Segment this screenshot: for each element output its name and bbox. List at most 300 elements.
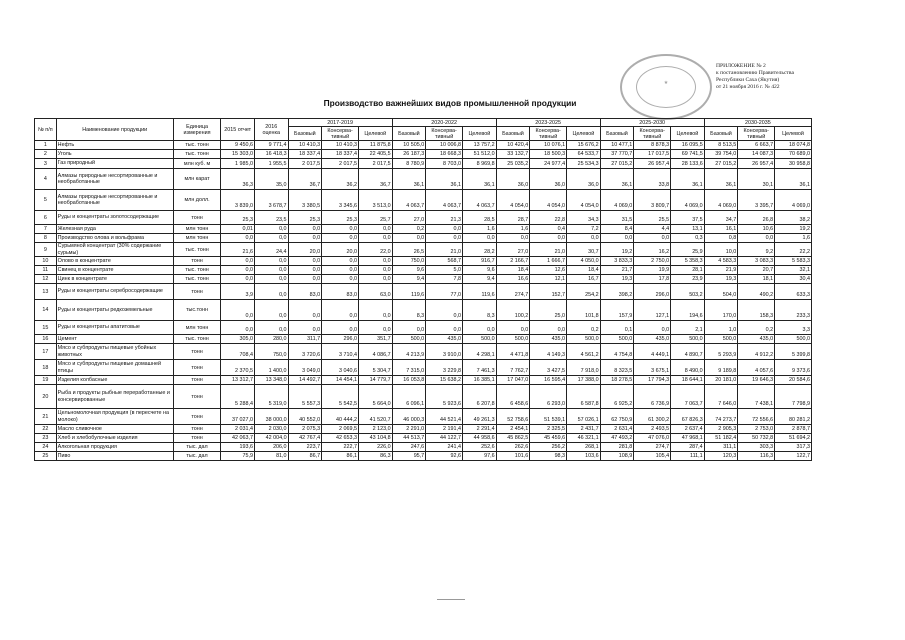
value-cell: 21,6 <box>221 243 255 257</box>
product-name: Алкогольная продукция <box>56 443 173 452</box>
value-cell: 6 096,1 <box>392 385 426 409</box>
value-cell: 3 720,6 <box>288 344 322 360</box>
header-name: Наименование продукции <box>56 119 173 141</box>
value-cell: 103,6 <box>567 452 601 461</box>
value-cell: 4 063,7 <box>463 190 497 211</box>
row-number: 14 <box>35 300 57 321</box>
product-name: Изделия колбасные <box>56 376 173 385</box>
value-cell: 0,0 <box>254 275 288 284</box>
table-row <box>35 425 812 434</box>
value-cell: 10 076,1 <box>530 141 567 150</box>
value-cell: 0,3 <box>671 234 705 243</box>
value-cell: 30 958,8 <box>775 159 812 169</box>
header-unit: Единица измерения <box>173 119 221 141</box>
header-variant: Базовый <box>496 127 530 141</box>
value-cell: 47 968,1 <box>671 434 705 443</box>
value-cell: 3 380,5 <box>288 190 322 211</box>
value-cell: 8 490,0 <box>671 360 705 376</box>
value-cell: 157,9 <box>600 300 634 321</box>
value-cell: 4 069,0 <box>775 190 812 211</box>
value-cell: 2 637,4 <box>671 425 705 434</box>
value-cell: 27,0 <box>392 211 426 225</box>
table-row <box>35 434 812 443</box>
value-cell: 3 910,0 <box>426 344 463 360</box>
value-cell: 3 229,8 <box>426 360 463 376</box>
value-cell: 127,1 <box>634 300 671 321</box>
value-cell: 6 587,8 <box>567 385 601 409</box>
value-cell: 4 069,0 <box>671 190 705 211</box>
value-cell: 13 348,0 <box>254 376 288 385</box>
value-cell: 3 710,4 <box>322 344 359 360</box>
product-name: Мясо и субпродукты пищевые убойных животных <box>56 344 173 360</box>
value-cell: 3 049,0 <box>288 360 322 376</box>
value-cell: 287,4 <box>671 443 705 452</box>
value-cell: 241,4 <box>426 443 463 452</box>
value-cell: 21,3 <box>426 211 463 225</box>
value-cell: 4 086,7 <box>359 344 393 360</box>
value-cell: 74 273,7 <box>704 409 738 425</box>
value-cell: 0,01 <box>221 225 255 234</box>
value-cell: 27 015,2 <box>704 159 738 169</box>
value-cell: 36,2 <box>322 169 359 190</box>
value-cell: 0,4 <box>530 225 567 234</box>
value-cell: 0,0 <box>322 257 359 266</box>
value-cell: 4 063,7 <box>426 190 463 211</box>
value-cell: 6 925,2 <box>600 385 634 409</box>
value-cell: 2 905,3 <box>704 425 738 434</box>
value-cell: 21,9 <box>704 266 738 275</box>
value-cell: 15 676,2 <box>567 141 601 150</box>
value-cell: 2 017,5 <box>359 159 393 169</box>
value-cell: 252,6 <box>463 443 497 452</box>
value-cell: 5,0 <box>426 266 463 275</box>
product-name: Цемент <box>56 335 173 344</box>
table-row <box>35 234 812 243</box>
value-cell: 25,3 <box>221 211 255 225</box>
value-cell: 274,7 <box>634 443 671 452</box>
unit-of-measure: тонн <box>173 284 221 300</box>
table-row <box>35 452 812 461</box>
value-cell: 47 493,2 <box>600 434 634 443</box>
header-variant: Базовый <box>600 127 634 141</box>
value-cell: 274,7 <box>496 284 530 300</box>
row-number: 16 <box>35 335 57 344</box>
appendix-block <box>716 63 866 91</box>
value-cell: 3 809,7 <box>634 190 671 211</box>
value-cell: 152,7 <box>530 284 567 300</box>
value-cell: 5 293,9 <box>704 344 738 360</box>
value-cell: 37,5 <box>671 211 705 225</box>
header-variant: Базовый <box>704 127 738 141</box>
header-period: 2017-2019 <box>288 119 392 127</box>
product-name: Руды и концентраты редкоземельные <box>56 300 173 321</box>
value-cell: 4 054,0 <box>567 190 601 211</box>
value-cell: 4 561,2 <box>567 344 601 360</box>
value-cell: 23,5 <box>254 211 288 225</box>
table-row <box>35 443 812 452</box>
value-cell: 9 189,8 <box>704 360 738 376</box>
value-cell: 303,3 <box>738 443 775 452</box>
unit-of-measure: тонн <box>173 385 221 409</box>
value-cell: 17 017,5 <box>634 150 671 159</box>
value-cell: 0,1 <box>600 321 634 335</box>
value-cell: 20,0 <box>288 243 322 257</box>
value-cell: 708,4 <box>221 344 255 360</box>
value-cell: 18 337,4 <box>288 150 322 159</box>
value-cell: 81,0 <box>254 452 288 461</box>
table-row <box>35 150 812 159</box>
value-cell: 11 875,8 <box>359 141 393 150</box>
value-cell: 80 281,2 <box>775 409 812 425</box>
value-cell: 44 521,4 <box>426 409 463 425</box>
value-cell: 2 370,5 <box>221 360 255 376</box>
value-cell: 10,0 <box>704 243 738 257</box>
row-number: 18 <box>35 360 57 376</box>
appendix-line: к постановлению Правительства <box>716 70 794 76</box>
value-cell: 16,7 <box>567 275 601 284</box>
value-cell: 0,2 <box>392 225 426 234</box>
value-cell: 8 703,0 <box>426 159 463 169</box>
value-cell: 69 741,5 <box>671 150 705 159</box>
value-cell: 0,0 <box>634 234 671 243</box>
value-cell: 36,0 <box>496 169 530 190</box>
value-cell: 14 454,1 <box>322 376 359 385</box>
value-cell: 170,0 <box>704 300 738 321</box>
product-name: Руды и концентраты серебросодержащие <box>56 284 173 300</box>
table-row <box>35 211 812 225</box>
value-cell: 4 057,6 <box>738 360 775 376</box>
table-header <box>35 119 812 141</box>
value-cell: 119,6 <box>463 284 497 300</box>
value-cell: 26 957,4 <box>738 159 775 169</box>
value-cell: 2 030,0 <box>254 425 288 434</box>
value-cell: 0,0 <box>426 225 463 234</box>
value-cell: 28 133,6 <box>671 159 705 169</box>
value-cell: 108,9 <box>600 452 634 461</box>
value-cell: 0,0 <box>288 275 322 284</box>
header-2016: 2016 оценка <box>254 119 288 141</box>
header-variant: Базовый <box>392 127 426 141</box>
row-number: 22 <box>35 425 57 434</box>
value-cell: 36,0 <box>530 169 567 190</box>
value-cell: 28,5 <box>463 211 497 225</box>
value-cell: 0,0 <box>254 284 288 300</box>
value-cell: 0,0 <box>254 225 288 234</box>
value-cell: 0,0 <box>359 300 393 321</box>
unit-of-measure: тонн <box>173 211 221 225</box>
value-cell: 305,0 <box>221 335 255 344</box>
value-cell: 16 385,1 <box>463 376 497 385</box>
value-cell: 57 026,1 <box>567 409 601 425</box>
value-cell: 0,0 <box>738 234 775 243</box>
value-cell: 0,0 <box>426 321 463 335</box>
value-cell: 24,4 <box>254 243 288 257</box>
unit-of-measure: тыс. тонн <box>173 141 221 150</box>
value-cell: 46 321,1 <box>567 434 601 443</box>
value-cell: 19,3 <box>600 275 634 284</box>
value-cell: 2 017,5 <box>322 159 359 169</box>
value-cell: 4 069,0 <box>704 190 738 211</box>
value-cell: 0,0 <box>496 234 530 243</box>
value-cell: 2 291,0 <box>392 425 426 434</box>
value-cell: 2 191,4 <box>426 425 463 434</box>
value-cell: 0,0 <box>221 321 255 335</box>
value-cell: 9,6 <box>392 266 426 275</box>
value-cell: 0,0 <box>254 234 288 243</box>
table-row <box>35 275 812 284</box>
value-cell: 158,3 <box>738 300 775 321</box>
value-cell: 20 181,0 <box>704 376 738 385</box>
product-name: Цельномолочная продукция (в пересчете на молоко) <box>56 409 173 425</box>
value-cell: 18,4 <box>496 266 530 275</box>
row-number: 5 <box>35 190 57 211</box>
table-row <box>35 360 812 376</box>
value-cell: 42 063,7 <box>221 434 255 443</box>
value-cell: 7 315,0 <box>392 360 426 376</box>
value-cell: 4 298,1 <box>463 344 497 360</box>
value-cell: 105,4 <box>634 452 671 461</box>
value-cell: 3 833,3 <box>600 257 634 266</box>
row-number: 3 <box>35 159 57 169</box>
value-cell: 435,0 <box>634 335 671 344</box>
value-cell: 0,0 <box>359 225 393 234</box>
value-cell: 4,4 <box>634 225 671 234</box>
header-variant: Консерва-тивный <box>738 127 775 141</box>
value-cell: 9,6 <box>463 266 497 275</box>
value-cell: 4 063,7 <box>392 190 426 211</box>
product-name: Сурьмяной концентрат (30% содержание сурьмы) <box>56 243 173 257</box>
page-title: Производство важнейших видов промышленной продукции <box>323 98 577 108</box>
value-cell: 0,0 <box>221 266 255 275</box>
value-cell: 30,7 <box>567 243 601 257</box>
product-name: Нефть <box>56 141 173 150</box>
product-name: Олово в концентрате <box>56 257 173 266</box>
value-cell: 5 923,6 <box>426 385 463 409</box>
value-cell: 2 166,7 <box>496 257 530 266</box>
official-seal <box>620 54 712 120</box>
unit-of-measure: тонн <box>173 360 221 376</box>
value-cell: 500,0 <box>496 335 530 344</box>
header-variant: Базовый <box>288 127 322 141</box>
value-cell: 38,2 <box>775 211 812 225</box>
value-cell: 5 557,3 <box>288 385 322 409</box>
value-cell: 7,8 <box>426 275 463 284</box>
row-number: 19 <box>35 376 57 385</box>
value-cell: 262,6 <box>496 443 530 452</box>
value-cell: 500,0 <box>671 335 705 344</box>
value-cell: 21,0 <box>530 243 567 257</box>
value-cell: 12,6 <box>530 266 567 275</box>
value-cell: 21,7 <box>600 266 634 275</box>
value-cell: 0,2 <box>738 321 775 335</box>
value-cell: 1,6 <box>775 234 812 243</box>
value-cell: 4 054,0 <box>530 190 567 211</box>
row-number: 8 <box>35 234 57 243</box>
value-cell: 24 977,4 <box>530 159 567 169</box>
value-cell: 3,3 <box>775 321 812 335</box>
value-cell: 1,6 <box>463 225 497 234</box>
value-cell: 7 762,7 <box>496 360 530 376</box>
value-cell: 4 912,2 <box>738 344 775 360</box>
product-name: Рыба и продукты рыбные переработанные и консервированные <box>56 385 173 409</box>
value-cell: 28,2 <box>463 243 497 257</box>
value-cell: 3 083,3 <box>738 257 775 266</box>
value-cell: 61 300,2 <box>634 409 671 425</box>
value-cell: 33,8 <box>634 169 671 190</box>
product-name: Руды и концентраты апатитовые <box>56 321 173 335</box>
value-cell: 4 471,8 <box>496 344 530 360</box>
value-cell: 2 878,7 <box>775 425 812 434</box>
header-variant: Целевой <box>775 127 812 141</box>
value-cell: 0,0 <box>288 321 322 335</box>
value-cell: 63,0 <box>359 284 393 300</box>
value-cell: 0,0 <box>254 300 288 321</box>
value-cell: 0,0 <box>322 266 359 275</box>
row-number: 9 <box>35 243 57 257</box>
value-cell: 633,3 <box>775 284 812 300</box>
value-cell: 42 004,0 <box>254 434 288 443</box>
value-cell: 268,1 <box>567 443 601 452</box>
value-cell: 296,0 <box>634 284 671 300</box>
value-cell: 70 689,0 <box>775 150 812 159</box>
value-cell: 2 069,5 <box>322 425 359 434</box>
row-number: 10 <box>35 257 57 266</box>
footer-rule <box>437 599 465 600</box>
value-cell: 8 513,5 <box>704 141 738 150</box>
value-cell: 6 458,6 <box>496 385 530 409</box>
value-cell: 2 017,5 <box>288 159 322 169</box>
value-cell: 36,1 <box>392 169 426 190</box>
value-cell: 1,0 <box>704 321 738 335</box>
value-cell: 9,4 <box>392 275 426 284</box>
value-cell: 3 345,6 <box>322 190 359 211</box>
header-period: 2023-2025 <box>496 119 600 127</box>
value-cell: 0,0 <box>600 234 634 243</box>
product-name: Цинк в концентрате <box>56 275 173 284</box>
value-cell: 2 123,0 <box>359 425 393 434</box>
row-number: 17 <box>35 344 57 360</box>
value-cell: 45 459,6 <box>530 434 567 443</box>
value-cell: 25,9 <box>671 243 705 257</box>
value-cell: 7 646,0 <box>704 385 738 409</box>
value-cell: 36,1 <box>600 169 634 190</box>
value-cell: 0,0 <box>634 321 671 335</box>
value-cell: 36,1 <box>775 169 812 190</box>
value-cell: 45 862,5 <box>496 434 530 443</box>
value-cell: 500,0 <box>775 335 812 344</box>
value-cell: 46 000,3 <box>392 409 426 425</box>
value-cell: 111,1 <box>671 452 705 461</box>
unit-of-measure: млн карат <box>173 169 221 190</box>
header-variant: Целевой <box>567 127 601 141</box>
unit-of-measure: млн тонн <box>173 234 221 243</box>
value-cell: 0,0 <box>463 321 497 335</box>
value-cell: 64 533,7 <box>567 150 601 159</box>
value-cell: 750,0 <box>254 344 288 360</box>
product-name: Железная руда <box>56 225 173 234</box>
value-cell: 31,5 <box>600 211 634 225</box>
header-variant: Целевой <box>463 127 497 141</box>
value-cell: 0,0 <box>288 266 322 275</box>
value-cell: 16 053,8 <box>392 376 426 385</box>
value-cell: 0,0 <box>530 321 567 335</box>
value-cell: 19,3 <box>704 275 738 284</box>
value-cell: 311,7 <box>288 335 322 344</box>
value-cell: 36,3 <box>221 169 255 190</box>
value-cell: 27,0 <box>496 243 530 257</box>
value-cell: 8,3 <box>392 300 426 321</box>
row-number: 24 <box>35 443 57 452</box>
header-period: 2020-2022 <box>392 119 496 127</box>
value-cell: 22,2 <box>775 243 812 257</box>
value-cell: 226,0 <box>359 443 393 452</box>
value-cell: 490,2 <box>738 284 775 300</box>
header-variant: Целевой <box>671 127 705 141</box>
value-cell: 16,6 <box>496 275 530 284</box>
value-cell: 18 644,1 <box>671 376 705 385</box>
value-cell: 500,0 <box>704 335 738 344</box>
value-cell: 19 646,3 <box>738 376 775 385</box>
value-cell: 30,4 <box>775 275 812 284</box>
value-cell: 2 750,0 <box>634 257 671 266</box>
unit-of-measure: тонн <box>173 376 221 385</box>
value-cell: 0,0 <box>288 257 322 266</box>
value-cell: 27 015,2 <box>600 159 634 169</box>
unit-of-measure: млн тонн <box>173 321 221 335</box>
value-cell: 0,0 <box>392 321 426 335</box>
value-cell: 86,7 <box>288 452 322 461</box>
unit-of-measure: тонн <box>173 257 221 266</box>
value-cell: 36,1 <box>463 169 497 190</box>
value-cell: 5 288,4 <box>221 385 255 409</box>
value-cell: 233,3 <box>775 300 812 321</box>
value-cell: 6 293,0 <box>530 385 567 409</box>
value-cell: 0,0 <box>221 275 255 284</box>
value-cell: 0,0 <box>221 300 255 321</box>
value-cell: 28,1 <box>671 266 705 275</box>
value-cell: 51 512,0 <box>463 150 497 159</box>
value-cell: 750,0 <box>392 257 426 266</box>
value-cell: 4 890,7 <box>671 344 705 360</box>
value-cell: 16,2 <box>634 243 671 257</box>
value-cell: 16 418,3 <box>254 150 288 159</box>
value-cell: 75,9 <box>221 452 255 461</box>
unit-of-measure: млн тонн <box>173 225 221 234</box>
value-cell: 19,9 <box>634 266 671 275</box>
header-num: № п/п <box>35 119 57 141</box>
value-cell: 36,0 <box>567 169 601 190</box>
value-cell: 1 955,5 <box>254 159 288 169</box>
unit-of-measure: млн долл. <box>173 190 221 211</box>
row-number: 15 <box>35 321 57 335</box>
value-cell: 119,6 <box>392 284 426 300</box>
value-cell: 28,7 <box>496 211 530 225</box>
value-cell: 0,0 <box>254 266 288 275</box>
value-cell: 3 513,0 <box>359 190 393 211</box>
value-cell: 17 794,3 <box>634 376 671 385</box>
value-cell: 193,6 <box>221 443 255 452</box>
product-name: Алмазы природные несортированные и необработанные <box>56 169 173 190</box>
value-cell: 14 087,3 <box>738 150 775 159</box>
value-cell: 4 149,3 <box>530 344 567 360</box>
table-row <box>35 344 812 360</box>
value-cell: 36,7 <box>359 169 393 190</box>
value-cell: 6 736,9 <box>634 385 671 409</box>
header-period: 2030-2035 <box>704 119 811 127</box>
value-cell: 77,0 <box>426 284 463 300</box>
value-cell: 6 663,7 <box>738 141 775 150</box>
unit-of-measure: тонн <box>173 409 221 425</box>
